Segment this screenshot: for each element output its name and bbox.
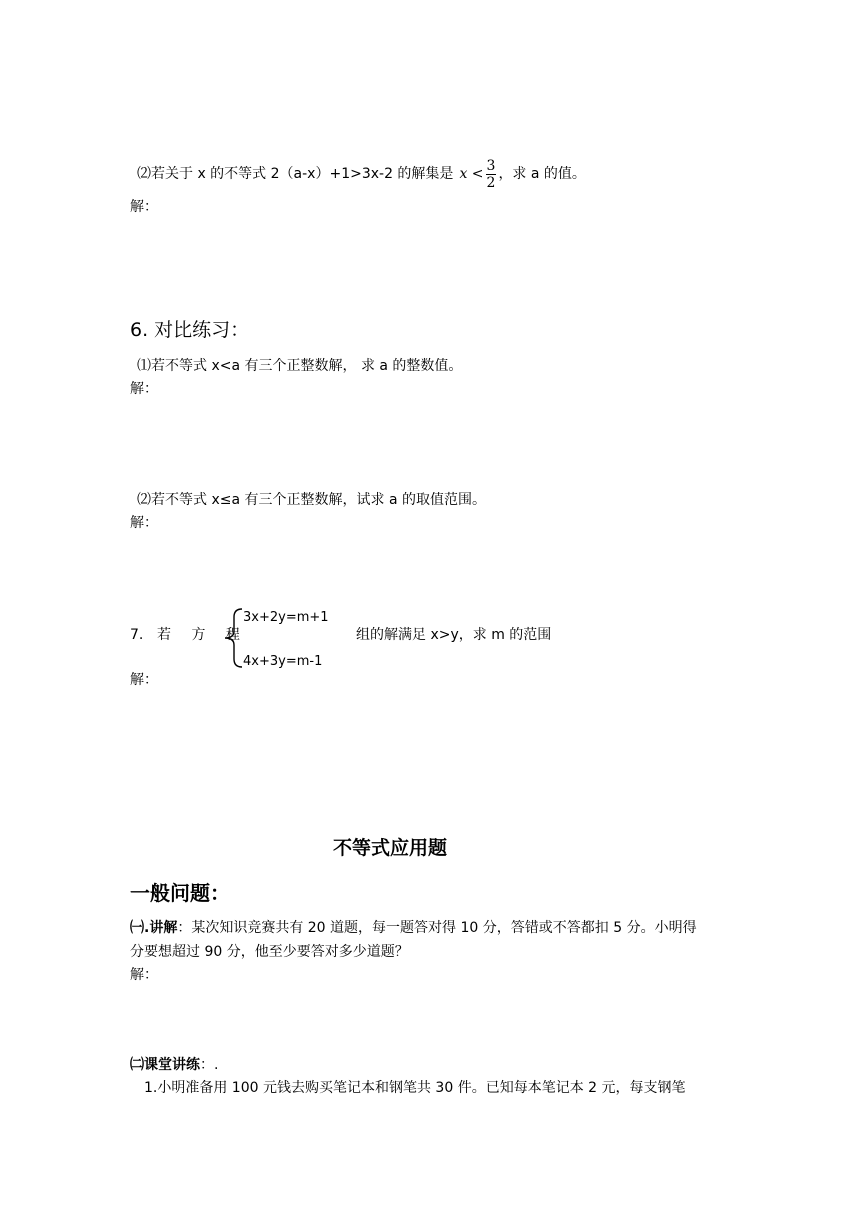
lecture-answer-label: 解： xyxy=(130,967,158,983)
q5-2-text-after: ，求 a 的值。 xyxy=(498,166,586,182)
section-subtitle: 一般问题： xyxy=(130,881,230,905)
q6-title-text: 6. 对比练习： xyxy=(130,319,250,341)
q5-2-question xyxy=(137,158,586,190)
lecture-label: ㈠.讲解 xyxy=(130,920,178,936)
q7-equation-1: 3x+2y=m+1 xyxy=(243,610,329,625)
q7-suffix: 组的解满足 x>y，求 m 的范围 xyxy=(356,627,552,643)
q6-answer-2: 解： xyxy=(130,515,158,531)
q6-item-2: ⑵若不等式 x≤a 有三个正整数解，试求 a 的取值范围。 xyxy=(137,492,486,508)
practice-item-1: 1.小明准备用 100 元钱去购买笔记本和钢笔共 30 件。已知每本笔记本 2 元，每支钢笔 xyxy=(144,1080,686,1096)
q6-title xyxy=(130,320,249,342)
q5-2-answer-label: 解： xyxy=(130,199,158,215)
q7-words: 若 方 程 xyxy=(157,627,248,643)
q5-2-frac-denominator: 2 xyxy=(486,174,496,191)
lecture-line-2: 分要想超过 90 分，他至少要答对多少道题？ xyxy=(130,944,409,960)
q7-answer-label: 解： xyxy=(130,672,158,688)
q7-equation-2: 4x+3y=m-1 xyxy=(243,654,323,669)
q7-prefix: 7. xyxy=(130,627,144,643)
practice-label-suffix: ：. xyxy=(200,1057,219,1073)
q5-2-fraction xyxy=(486,158,497,191)
section-title: 不等式应用题 xyxy=(333,837,448,859)
lecture-line-1 xyxy=(130,919,697,937)
q5-2-frac-numerator: 3 xyxy=(486,157,496,174)
q6-answer-1: 解： xyxy=(130,381,158,397)
lecture-text-line-1: ：某次知识竞赛共有 20 道题，每一题答对得 10 分，答错或不答都扣 5 分。小明得 xyxy=(177,920,697,936)
q5-2-inequality-var: x < xyxy=(459,166,484,182)
q5-2-text-before: ⑵若关于 x 的不等式 2（a-x）+1>3x-2 的解集是 xyxy=(137,166,454,182)
practice-heading xyxy=(130,1056,218,1074)
q6-item-1: ⑴若不等式 x<a 有三个正整数解， 求 a 的整数值。 xyxy=(137,358,463,374)
practice-label: ㈡课堂讲练 xyxy=(130,1057,200,1073)
